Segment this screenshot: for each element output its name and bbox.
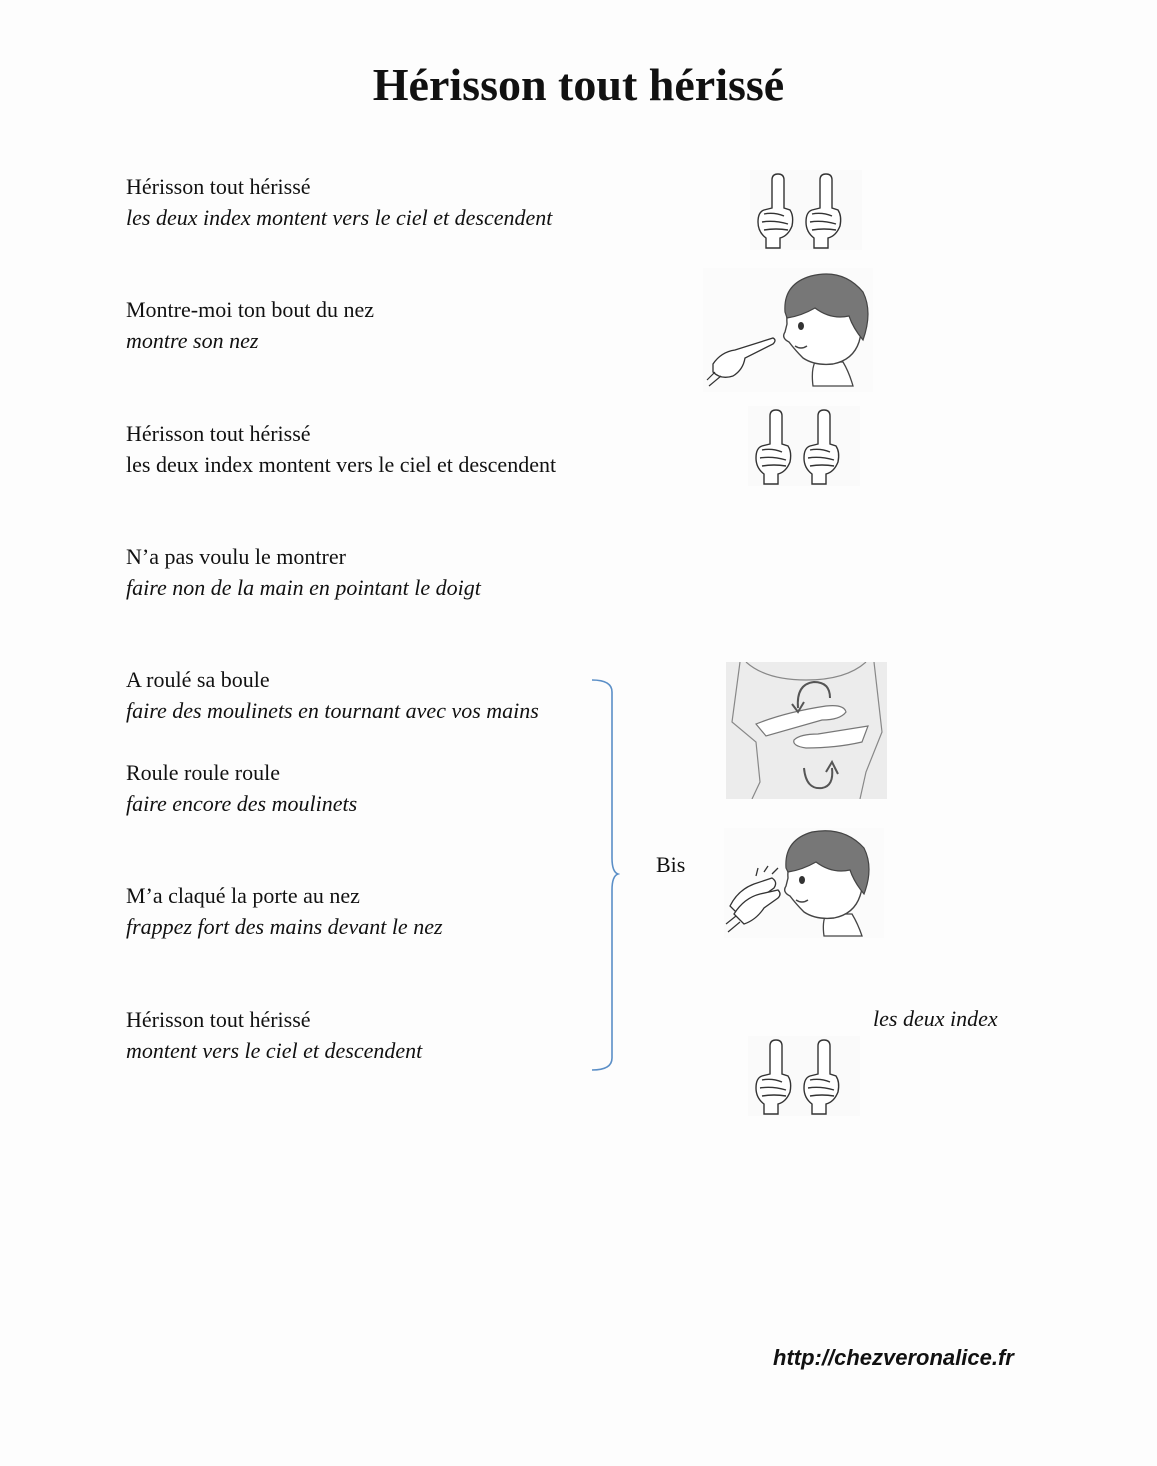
- repeat-brace: [588, 678, 620, 1074]
- verse-lyric: M’a claqué la porte au nez: [126, 883, 360, 908]
- verse-lyric: Montre-moi ton bout du nez: [126, 297, 375, 322]
- verse-6: [126, 757, 357, 819]
- verse-gesture: faire non de la main en pointant le doigt: [126, 575, 481, 600]
- verse-2: [126, 294, 374, 356]
- side-note: les deux index: [873, 1006, 998, 1031]
- bis-label: Bis: [656, 852, 686, 877]
- verse-lyric: Roule roule roule: [126, 760, 280, 785]
- two-index-fingers-icon: [748, 406, 860, 486]
- verse-7: [126, 880, 443, 942]
- verse-gesture: faire encore des moulinets: [126, 791, 358, 816]
- two-index-fingers-icon: [748, 1036, 860, 1116]
- verse-lyric: Hérisson tout hérissé: [126, 1007, 311, 1032]
- verse-gesture: faire des moulinets en tournant avec vos mains: [126, 698, 539, 723]
- boy-clapping-icon: [724, 828, 884, 938]
- verse-3: [126, 418, 556, 480]
- verse-gesture: montent vers le ciel et descendent: [126, 1038, 423, 1063]
- two-index-fingers-icon: [750, 170, 862, 250]
- rolling-hands-icon: [726, 662, 887, 799]
- verse-gesture: montre son nez: [126, 328, 259, 353]
- verse-gesture: frappez fort des mains devant le nez: [126, 914, 443, 939]
- verse-lyric: A roulé sa boule: [126, 667, 270, 692]
- boy-pointing-nose-icon: [703, 268, 873, 392]
- verse-lyric: Hérisson tout hérissé: [126, 174, 311, 199]
- verse-1: [126, 171, 552, 233]
- verse-gesture: les deux index montent vers le ciel et descendent: [126, 205, 553, 230]
- footer-url-link[interactable]: http://chezveronalice.fr: [773, 1345, 1014, 1370]
- verse-lyric: Hérisson tout hérissé: [126, 421, 311, 446]
- verse-4: [126, 541, 481, 603]
- verse-5: [126, 664, 539, 726]
- page-title: Hérisson tout hérissé: [372, 59, 785, 110]
- verse-lyric: N’a pas voulu le montrer: [126, 544, 346, 569]
- verse-8: [126, 1004, 422, 1066]
- verse-gesture: les deux index montent vers le ciel et descendent: [126, 452, 557, 477]
